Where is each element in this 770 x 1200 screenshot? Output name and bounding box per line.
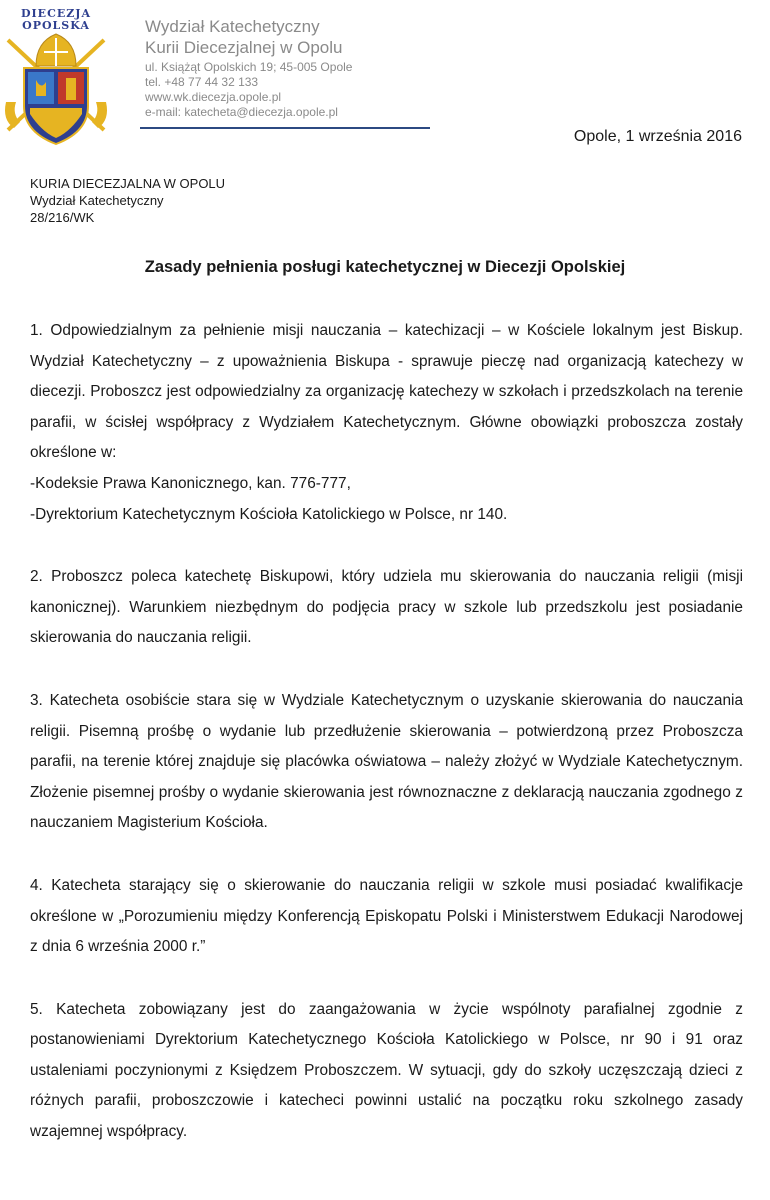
sender-line1: KURIA DIECEZJALNA W OPOLU [30,176,226,191]
logo-text-line2: OPOLSKA [22,19,90,32]
section-1-item-2: -Dyrektorium Katechetycznym Kościoła Katolickiego w Polsce, nr 140. [30,505,508,523]
org-phone: tel. +48 77 44 32 133 [145,75,259,89]
section-5: 5. Katecheta zobowiązany jest do zaangażowania w życie wspólnoty parafialnej zgodnie z postanowieniami Dyrektorium Katechetycznego Kościoła Katolickiego w Polsce, nr 90 i 91 oraz ustaleniami poczynionymi z Księdzem Proboszczem. W sytuacji, gdy do szkoły uczęszczają dzieci z różnych parafii, proboszczowie i katecheci powinni ustalić na początku roku szkolnego zasady wzajemnej współpracy. [30,1000,743,1141]
org-website: www.wk.diecezja.opole.pl [145,90,282,104]
section-2: 2. Proboszcz poleca katechetę Biskupowi, który udziela mu skierowania do nauczania religii (misji kanonicznej). Warunkiem niezbędnym do podjęcia pracy w szkole lub przedszkolu jest posiadanie skierowania do nauczania religii. [30,568,743,647]
section-1-text: 1. Odpowiedzialnym za pełnienie misji nauczania – katechizacji – w Kościele lokalnym jest Biskup. Wydział Katechetyczny – z upoważnienia Biskupa - sprawuje pieczę nad organizacją katechezy w diecezji. Proboszcz jest odpowiedzialny za organizację katechezy w szkołach i przedszkolach na terenie parafii, w ścisłej współpracy z Wydziałem Katechetycznym. Główne obowiązki proboszcza zostały określone w: [30,322,743,462]
section-4: 4. Katecheta starający się o skierowanie do nauczania religii w szkole musi posiadać kwalifikacje określone w „Porozumieniu między Konferencją Episkopatu Polski i Ministerstwem Edukacji Narodowej z dnia 6 września 2000 r.” [30,876,743,956]
section-1 [30,316,743,530]
org-email: e-mail: katecheta@diecezja.opole.pl [145,105,338,119]
org-name-line2: Kurii Diecezjalnej w Opolu [145,38,343,57]
section-1-item-1: -Kodeksie Prawa Kanonicznego, kan. 776-777, [30,474,351,492]
org-address: ul. Książąt Opolskich 19; 45-005 Opole [145,60,353,74]
sender-block [30,175,225,226]
sender-reference: 28/216/WK [30,210,95,225]
letter-date: Opole, 1 września 2016 [573,128,742,145]
document-title: Zasady pełnienia posługi katechetycznej w Diecezji Opolskiej [144,258,626,276]
diocese-logo [0,4,112,146]
header-divider [140,127,430,129]
document-body [30,316,743,1180]
organization-header [145,16,352,120]
section-3: 3. Katecheta osobiście stara się w Wydziale Katechetycznym o uzyskanie skierowania do nauczania religii. Pisemną prośbę o wydanie lub przedłużenie skierowania – potwierdzoną przez Proboszcza parafii, na terenie której znajduje się placówka oświatowa – należy złożyć w Wydziale Katechetycznym. Złożenie pisemnej prośby o wydanie skierowania jest równoznaczne z deklaracją nauczania zgodnego z nauczaniem Magisterium Kościoła. [30,691,743,832]
sender-line2: Wydział Katechetyczny [30,193,164,208]
coat-of-arms-icon [0,32,112,148]
org-name-line1: Wydział Katechetyczny [145,17,320,36]
logo-text-line1: DIECEZJA [21,7,91,20]
